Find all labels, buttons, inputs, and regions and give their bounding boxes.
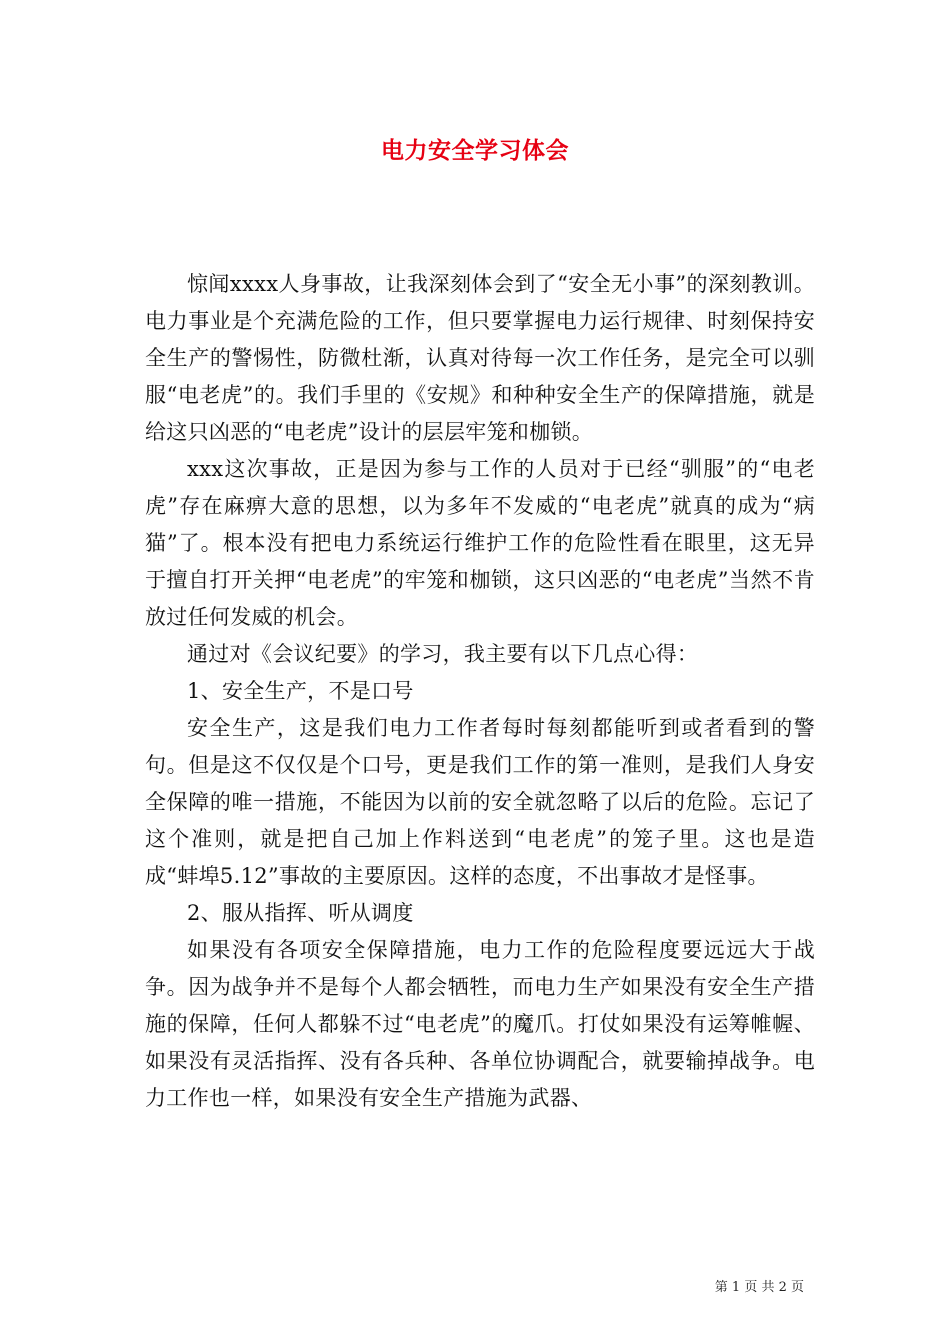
section-heading-1: 1、安全生产，不是口号 (187, 679, 414, 703)
paragraph-1: 惊闻xxxx人身事故，让我深刻体会到了“安全无小事”的深刻教训。电力事业是个充满危险的工作，但只要掌握电力运行规律、时刻保持安全生产的警惕性，防微杜渐，认真对待每一次工作任务，是完全可以驯服“电老虎”的。我们手里的《安规》和种种安全生产的保障措施，就是给这只凶恶的“电老虎”设计的层层牢笼和枷锁。 (145, 272, 815, 444)
paragraph-4: 安全生产，这是我们电力工作者每时每刻都能听到或者看到的警句。但是这不仅仅是个口号，更是我们工作的第一准则，是我们人身安全保障的唯一措施，不能因为以前的安全就忽略了以后的危险。忘记了这个准则，就是把自己加上作料送到“电老虎”的笼子里。这也是造成“蚌埠5.12”事故的主要原因。这样的态度，不出事故才是怪事。 (145, 716, 815, 888)
document-title: 电力安全学习体会 (381, 137, 569, 164)
paragraph-5: 如果没有各项安全保障措施，电力工作的危险程度要远远大于战争。因为战争并不是每个人都会牺牲，而电力生产如果没有安全生产措施的保障，任何人都躲不过“电老虎”的魔爪。打仗如果没有运筹帷幄、如果没有灵活指挥、没有各兵种、各单位协调配合，就要输掉战争。电力工作也一样，如果没有安全生产措施为武器、 (145, 938, 815, 1110)
paragraph-2: xxx这次事故，正是因为参与工作的人员对于已经“驯服”的“电老虎”存在麻痹大意的思想，以为多年不发威的“电老虎”就真的成为“病猫”了。根本没有把电力系统运行维护工作的危险性看在眼里，这无异于擅自打开关押“电老虎”的牢笼和枷锁，这只凶恶的“电老虎”当然不肯放过任何发威的机会。 (145, 457, 815, 629)
paragraph-3: 通过对《会议纪要》的学习，我主要有以下几点心得： (187, 642, 699, 666)
section-heading-2: 2、服从指挥、听从调度 (187, 901, 414, 925)
document-body (145, 266, 815, 1117)
page-number-footer: 第 1 页 共 2 页 (714, 1280, 804, 1295)
